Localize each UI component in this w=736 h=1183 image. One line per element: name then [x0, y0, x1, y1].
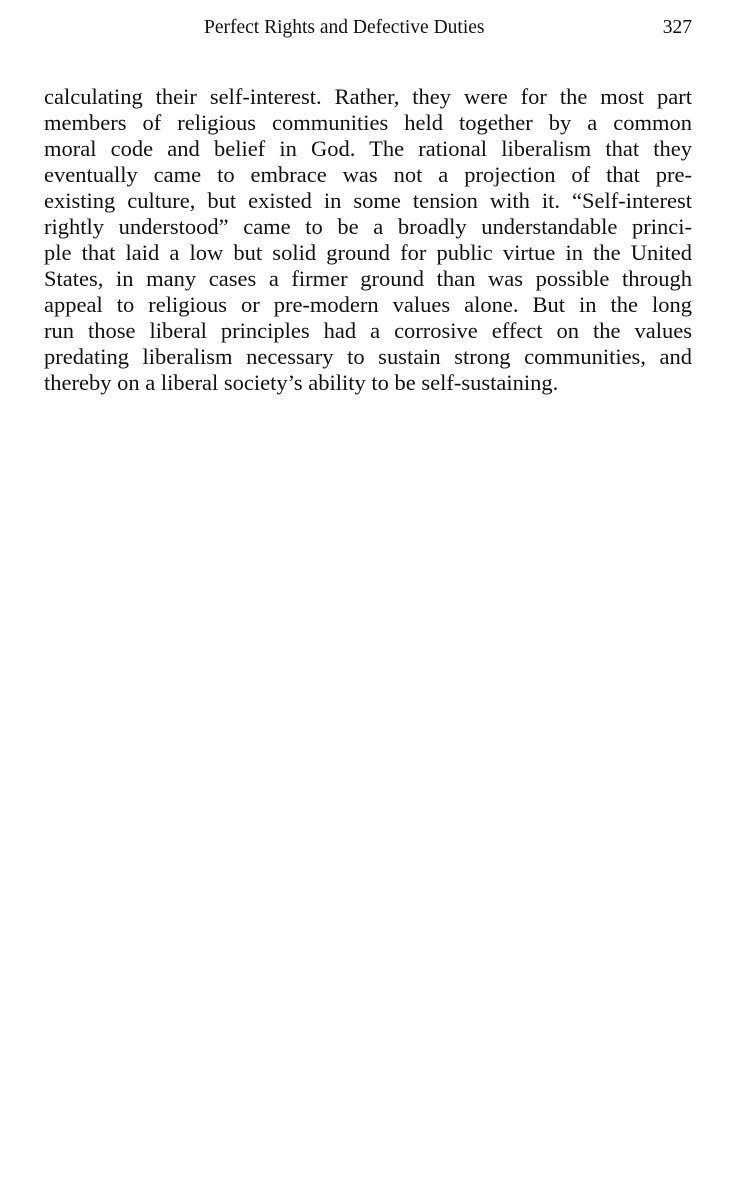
text-line: rightly understood” came to be a broadly understandable princi-	[44, 214, 692, 239]
text-line: eventually came to embrace was not a projection of that pre-	[44, 162, 692, 187]
text-line: moral code and belief in God. The rational liberalism that they	[44, 136, 692, 161]
text-line: members of religious communities held together by a common	[44, 110, 692, 135]
running-title: Perfect Rights and Defective Duties	[204, 17, 485, 38]
text-line: appeal to religious or pre-modern values alone. But in the long	[44, 292, 692, 317]
text-line: ple that laid a low but solid ground for public virtue in the United	[44, 240, 692, 265]
text-line: run those liberal principles had a corrosive effect on the values	[44, 318, 692, 343]
text-line: thereby on a liberal society’s ability to be self-sustaining.	[44, 370, 559, 395]
text-line: States, in many cases a firmer ground than was possible through	[44, 266, 692, 291]
body-paragraph	[44, 84, 692, 396]
text-line: calculating their self-interest. Rather, they were for the most part	[44, 84, 692, 109]
page-number: 327	[662, 17, 692, 38]
running-head	[44, 14, 692, 42]
text-line: existing culture, but existed in some tension with it. “Self-interest	[44, 188, 692, 213]
text-line: predating liberalism necessary to sustain strong communities, and	[44, 344, 692, 369]
